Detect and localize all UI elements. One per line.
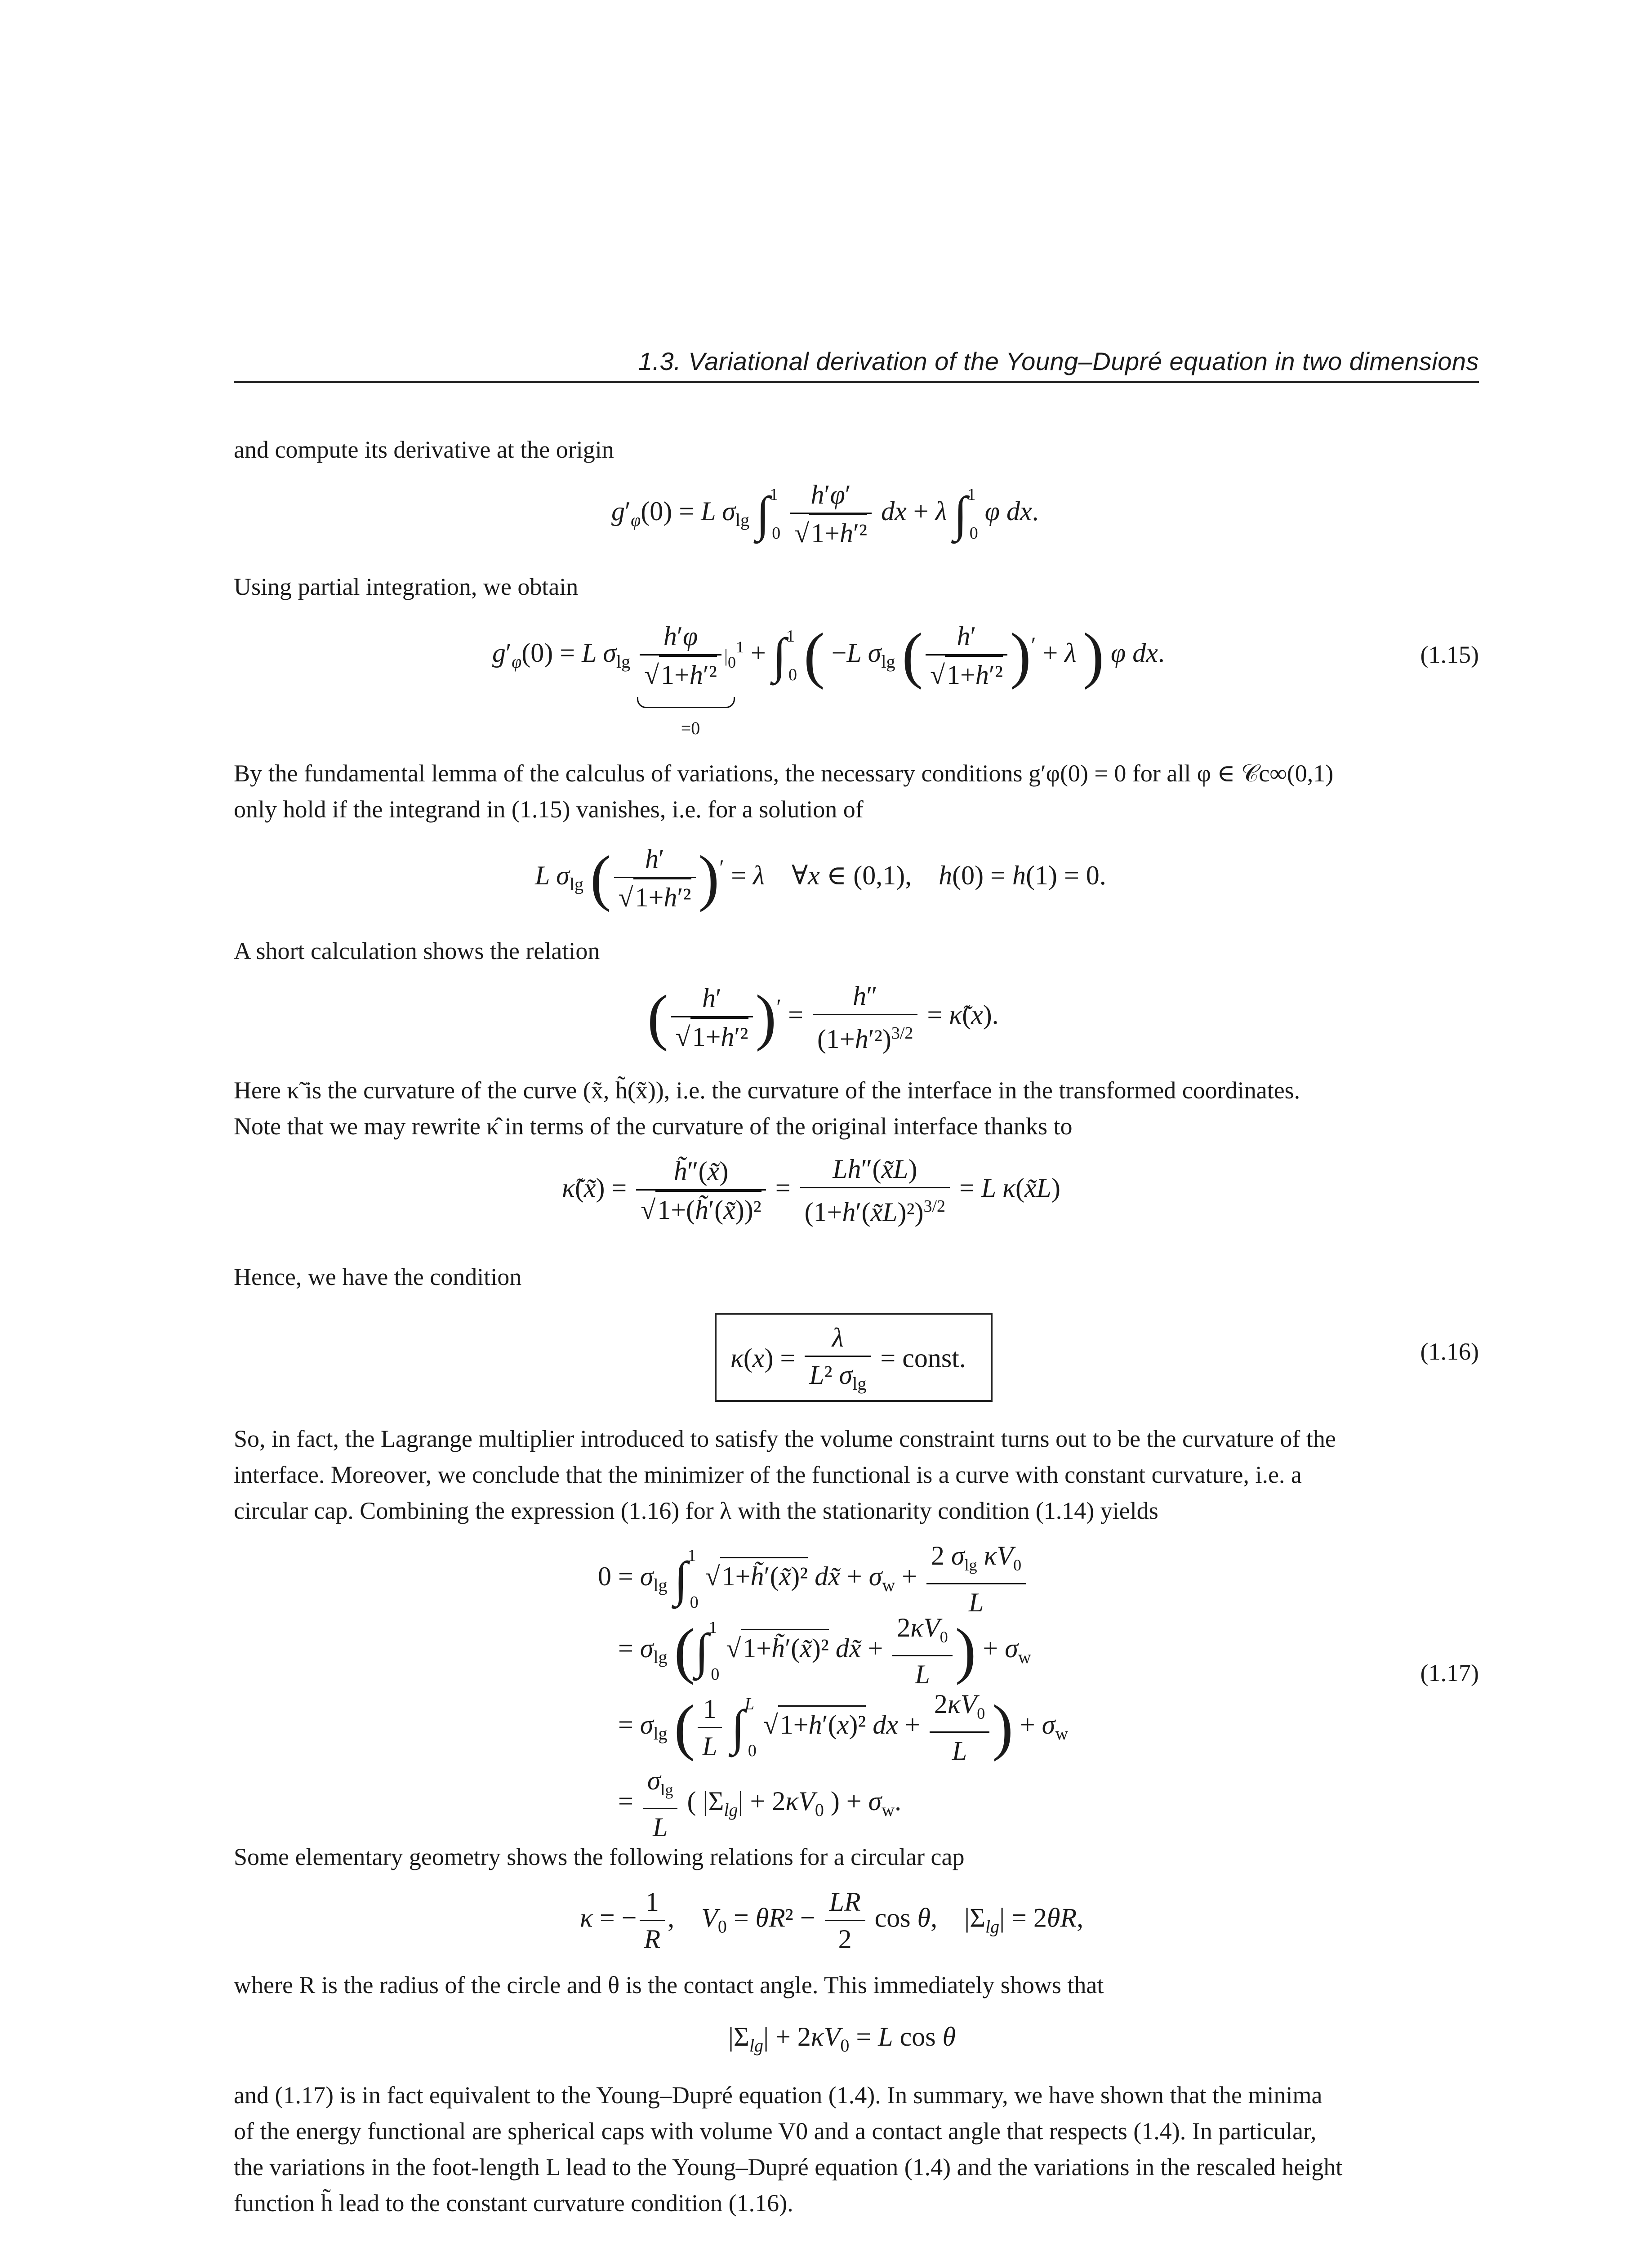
paragraph-1: and compute its derivative at the origin: [234, 436, 614, 463]
paragraph-9: where R is the radius of the circle and θ is the contact angle. This immediately shows that: [234, 1971, 1104, 1998]
equation-curvature: ( $\frac{h'}{\text{√1+h′²}}$ )′ = $\frac{h''}{(1+h'^2)^{3/2}}$ = κ̃(x).: [647, 978, 999, 1057]
equation-1-17-line-4: = $\frac{\sigma_{lg}}{L}$ ( $|\Sigma_{lg}| + 2\kappa V_0$ ) + $\sigma_w$.: [618, 1762, 901, 1845]
paragraph-8: Some elementary geometry shows the following relations for a circular cap: [234, 1843, 965, 1870]
equation-1-17-line-2: = $\sigma_{lg}$ (∫$^1$0 √1+h̃′(x̃)² dx̃ + $\frac{2\kappa V_0}{L}$ ) + $\sigma_w$: [618, 1610, 1031, 1692]
paragraph-6: Hence, we have the condition: [234, 1263, 522, 1290]
paragraph-10: and (1.17) is in fact equivalent to the Young–Dupré equation (1.4). In summary, we have shown that the minima of the energy functional are spherical caps with volume V0 and a contact angle that respects (1.4). In particular, the variations in the foot-length L lead to the Young–Dupré equation (1.4) and the variations in the rescaled height function h̃ lead to the constant curvature condition (1.16).: [234, 2082, 1343, 2217]
equation-1-17-line-3: = $\sigma_{lg}$ ( $\frac{1}{L}$ ∫$^L$0 √1+h′(x)² dx + $\frac{2\kappa V_0}{L}$ ) + $\sigma_w$: [618, 1686, 1068, 1769]
paragraph-5: Here κ̃ is the curvature of the curve (x̃, h̃(x̃)), i.e. the curvature of the interface in the transformed coordinates. Note that we may rewrite κ̂ in terms of the curvature of the original interface thanks to: [234, 1077, 1300, 1140]
equation-rescaled-curvature: κ̃(x̃) = $\frac{h̃''(x̃)}{\text{√1+(h̃′(x̃))²}}$ = $\frac{Lh''(x̃L)}{(1+h'(x̃L)^2)^{3/2}}$ = L κ(x̃L): [562, 1151, 1060, 1230]
paragraph-3: By the fundamental lemma of the calculus of variations, the necessary conditions g′φ(0) = 0 for all φ ∈ 𝒞c∞(0,1) only hold if the integrand in (1.15) vanishes, i.e. for a solution of: [234, 760, 1334, 823]
paragraph-2: Using partial integration, we obtain: [234, 573, 579, 600]
paragraph-7: So, in fact, the Lagrange multiplier introduced to satisfy the volume constraint turns out to be the curvature of the interface. Moreover, we conclude that the minimizer of the functional is a curve with constant curvature, i.e. a circular cap. Combining the expression (1.16) for λ with the stationarity condition (1.14) yields: [234, 1425, 1336, 1524]
paragraph-4: A short calculation shows the relation: [234, 937, 600, 964]
equation-1-16: κ(x) = $\frac{\lambda}{L^2 \sigma_{lg}}$ = const.: [730, 1320, 966, 1402]
running-header: [234, 346, 1479, 383]
equation-final-relation: $|\Sigma_{lg}| + 2\kappa V_0 = L$ cos θ: [728, 2022, 956, 2056]
equation-number-1-15: (1.15): [1420, 641, 1479, 668]
equation-euler-lagrange: L $\sigma_{lg}$ ( $\frac{h'}{\text{√1+h′²}}$ )′ = λ ∀x ∈ (0,1), h(0) = h(1) = 0.: [535, 841, 1106, 915]
equation-derivative: $g'_\varphi(0) = L$ $\sigma_{lg}$ ∫$^1$0 $\frac{h'\varphi'}{\text{√1+h′²}}$ dx + λ ∫$^1$0 φ dx.: [611, 477, 1039, 551]
equation-1-17-line-1: $0 = \sigma_{lg}$ ∫$^1$0 √1+h̃′(x̃)² dx̃ + $\sigma_w$ + $\frac{2 \sigma_{lg} \kappa V_0}{L}$: [598, 1538, 1029, 1620]
equation-number-1-16: (1.16): [1420, 1338, 1479, 1365]
equation-circular-cap: κ = − $\frac{1}{R}$ , $V_0 = \theta R^2$ − $\frac{LR}{2}$ cos θ, $|\Sigma_{lg}| = 2\theta R$,: [580, 1884, 1083, 1957]
section-title: 1.3. Variational derivation of the Young–Dupré equation in two dimensions: [638, 347, 1479, 375]
underbrace-label: =0: [681, 718, 700, 738]
equation-1-15: $g'_\varphi(0) = L$ $\sigma_{lg}$ $\frac{h'\varphi}{\text{√1+h′²}}$ $|_0^1$ =0 + ∫$^1$0 ( −L $\sigma_{lg}$ ( $\frac{h'}{\text{√1+h′²}}$ )′ + λ ) φ dx.: [492, 618, 1165, 693]
equation-number-1-17: (1.17): [1420, 1659, 1479, 1686]
